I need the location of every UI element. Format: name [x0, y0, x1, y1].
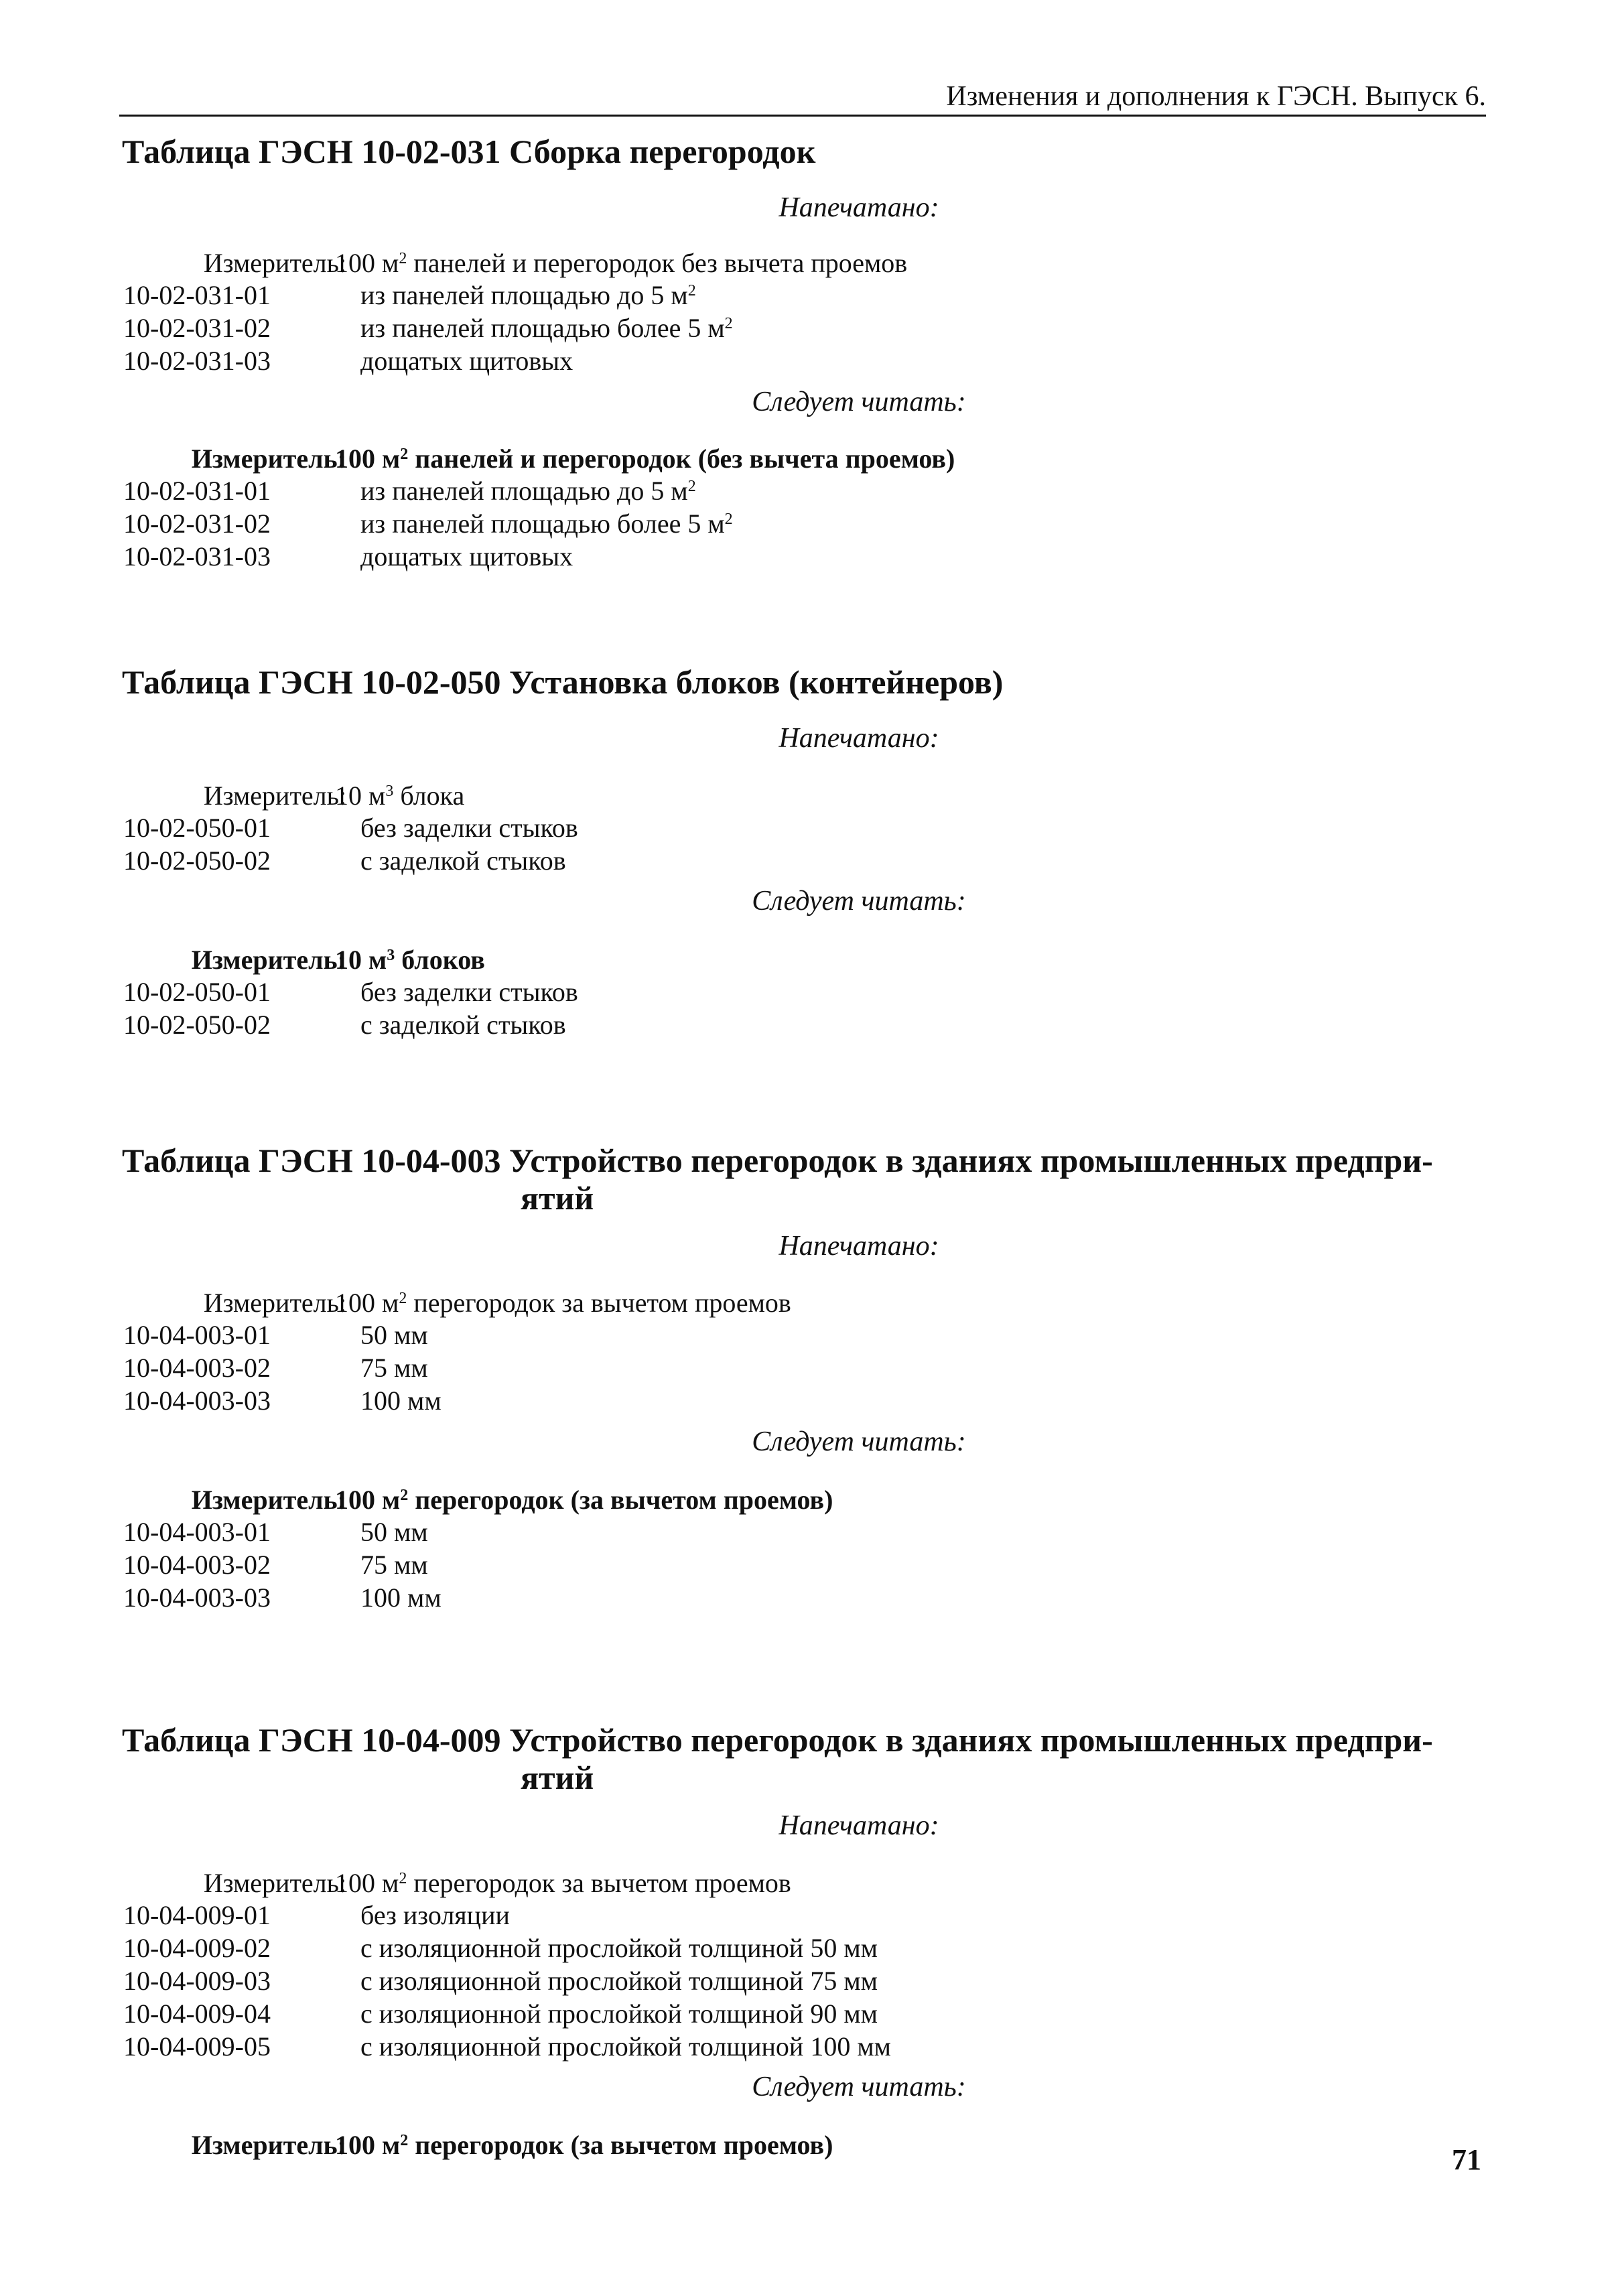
item-description	[360, 1008, 566, 1041]
section-title-line: Таблица ГЭСН 10-02-050 Установка блоков (контейнеров)	[122, 663, 1004, 701]
item-description	[360, 1932, 878, 1964]
measure-unit-exponent: 2	[400, 2131, 409, 2149]
item-description-text: 50 мм	[360, 1320, 428, 1350]
measure-unit: 10 м	[335, 781, 386, 811]
item-code: 10-02-031-02	[123, 509, 271, 539]
table-row	[0, 1932, 1624, 1964]
item-description-text: 100 мм	[360, 1582, 442, 1613]
item-description	[360, 312, 733, 344]
item-description	[360, 1581, 442, 1614]
item-code: 10-02-031-02	[123, 313, 271, 343]
should-read-heading: Следует читать:	[752, 886, 966, 917]
table-row	[0, 312, 1624, 344]
table-row	[0, 1899, 1624, 1932]
unit-exponent: 2	[687, 281, 696, 299]
measure-label: Измеритель:	[203, 248, 346, 278]
measure-value	[335, 1286, 791, 1319]
item-description-text: без заделки стыков	[360, 813, 578, 843]
item-description	[360, 975, 578, 1008]
measure-text: блоков	[395, 945, 485, 975]
item-code: 10-02-031-03	[123, 541, 271, 571]
item-code: 10-02-031-03	[123, 346, 271, 376]
item-description-text: 50 мм	[360, 1517, 428, 1547]
item-description-text: с заделкой стыков	[360, 1010, 566, 1040]
item-description-text: с изоляционной прослойкой толщиной 90 мм	[360, 1999, 878, 2029]
item-code: 10-04-003-01	[123, 1320, 271, 1350]
item-description-text: с изоляционной прослойкой толщиной 75 мм	[360, 1966, 878, 1996]
item-code: 10-04-009-03	[123, 1966, 271, 1996]
item-code: 10-04-009-02	[123, 1933, 271, 1963]
section-title	[122, 133, 1475, 170]
header-rule	[119, 115, 1486, 117]
should-read-heading: Следует читать:	[752, 387, 966, 417]
item-description	[360, 540, 573, 573]
measure-unit: 100 м	[335, 248, 399, 278]
printed-measure-row	[0, 779, 1624, 812]
section-title	[122, 663, 1475, 701]
measure-value	[335, 1483, 833, 1516]
printed-measure-row	[0, 1286, 1624, 1319]
table-row	[0, 1515, 1624, 1548]
item-description	[360, 844, 566, 877]
printed-heading: Напечатано:	[779, 1810, 939, 1841]
item-code: 10-02-050-02	[123, 1010, 271, 1040]
read-measure-row	[0, 2129, 1624, 2161]
unit-exponent: 2	[724, 314, 733, 332]
item-description	[360, 344, 573, 377]
item-description-text: с заделкой стыков	[360, 846, 566, 876]
item-description-text: без изоляции	[360, 1900, 510, 1930]
item-description	[360, 1548, 428, 1581]
measure-label: Измеритель:	[203, 1288, 346, 1318]
measure-unit-exponent: 2	[399, 1869, 407, 1887]
item-description-text: из панелей площадью до 5 м	[360, 280, 688, 310]
item-description	[360, 474, 696, 507]
item-description	[360, 1384, 442, 1417]
measure-unit: 100 м	[335, 1485, 401, 1515]
measure-unit-exponent: 2	[399, 1289, 407, 1307]
measure-value	[335, 943, 485, 976]
item-code: 10-04-009-01	[123, 1900, 271, 1930]
item-description-text: из панелей площадью более 5 м	[360, 509, 725, 539]
measure-text: перегородок (за вычетом проемов)	[408, 1485, 833, 1515]
item-code: 10-02-050-01	[123, 977, 271, 1007]
read-measure-row	[0, 1483, 1624, 1516]
item-description-text: из панелей площадью более 5 м	[360, 313, 725, 343]
measure-value	[335, 442, 955, 475]
item-code: 10-02-031-01	[123, 280, 271, 310]
item-code: 10-04-003-02	[123, 1550, 271, 1580]
item-description	[360, 811, 578, 844]
table-row	[0, 2030, 1624, 2063]
section-title-continuation: ятий	[521, 1759, 594, 1796]
measure-value	[335, 247, 907, 279]
measure-label: Измеритель:	[203, 1868, 346, 1898]
measure-text: панелей и перегородок без вычета проемов	[407, 248, 908, 278]
table-row	[0, 1319, 1624, 1351]
read-measure-row	[0, 943, 1624, 976]
table-row	[0, 1008, 1624, 1041]
section-title-line: Таблица ГЭСН 10-02-031 Сборка перегородок	[122, 133, 816, 170]
measure-label: Измеритель:	[191, 1485, 346, 1515]
item-description	[360, 2030, 891, 2063]
item-description-text: 100 мм	[360, 1386, 442, 1416]
item-code: 10-02-050-02	[123, 846, 271, 876]
table-row	[0, 279, 1624, 312]
table-row	[0, 1548, 1624, 1581]
measure-label: Измеритель:	[191, 444, 346, 474]
measure-unit-exponent: 2	[400, 1486, 409, 1504]
running-head: Изменения и дополнения к ГЭСН. Выпуск 6.	[946, 81, 1486, 112]
table-row	[0, 1351, 1624, 1384]
measure-unit: 100 м	[335, 444, 401, 474]
item-description	[360, 279, 696, 312]
item-description-text: с изоляционной прослойкой толщиной 100 мм	[360, 2031, 891, 2062]
should-read-heading: Следует читать:	[752, 1426, 966, 1457]
measure-unit: 100 м	[335, 2130, 401, 2160]
unit-exponent: 2	[687, 477, 696, 495]
measure-text: блока	[393, 781, 465, 811]
item-description	[360, 1899, 510, 1932]
printed-heading: Напечатано:	[779, 1231, 939, 1262]
measure-unit: 10 м	[335, 945, 387, 975]
measure-unit-exponent: 3	[387, 946, 395, 964]
section-title-line: Таблица ГЭСН 10-04-009 Устройство перегородок в зданиях промышленных предпри-	[122, 1721, 1433, 1759]
measure-text: панелей и перегородок (без вычета проемов)	[408, 444, 955, 474]
item-code: 10-04-009-04	[123, 1999, 271, 2029]
measure-value	[335, 1867, 791, 1899]
item-description-text: из панелей площадью до 5 м	[360, 476, 688, 506]
table-row	[0, 844, 1624, 877]
table-row	[0, 344, 1624, 377]
printed-measure-row	[0, 247, 1624, 279]
table-row	[0, 540, 1624, 573]
measure-text: перегородок за вычетом проемов	[407, 1288, 791, 1318]
item-code: 10-04-003-03	[123, 1386, 271, 1416]
table-row	[0, 1384, 1624, 1417]
item-description-text: дощатых щитовых	[360, 346, 573, 376]
section-title-line: Таблица ГЭСН 10-04-003 Устройство перегородок в зданиях промышленных предпри-	[122, 1142, 1433, 1179]
table-row	[0, 811, 1624, 844]
measure-value	[335, 2129, 833, 2161]
item-code: 10-04-003-02	[123, 1353, 271, 1383]
page-number: 71	[1452, 2143, 1481, 2176]
item-description-text: 75 мм	[360, 1353, 428, 1383]
measure-text: перегородок (за вычетом проемов)	[408, 2130, 833, 2160]
printed-measure-row	[0, 1867, 1624, 1899]
measure-unit-exponent: 2	[399, 249, 407, 267]
item-description-text: дощатых щитовых	[360, 541, 573, 571]
item-description	[360, 1319, 428, 1351]
printed-heading: Напечатано:	[779, 723, 939, 754]
table-row	[0, 1964, 1624, 1997]
section-title	[122, 1142, 1475, 1217]
item-code: 10-04-003-03	[123, 1582, 271, 1613]
measure-value	[335, 779, 464, 812]
item-code: 10-02-050-01	[123, 813, 271, 843]
measure-label: Измеритель:	[191, 2130, 346, 2160]
item-description	[360, 1997, 878, 2030]
item-description-text: 75 мм	[360, 1550, 428, 1580]
item-description	[360, 1515, 428, 1548]
item-code: 10-04-003-01	[123, 1517, 271, 1547]
table-row	[0, 975, 1624, 1008]
measure-label: Измеритель:	[203, 781, 346, 811]
item-description-text: с изоляционной прослойкой толщиной 50 мм	[360, 1933, 878, 1963]
item-description	[360, 507, 733, 540]
measure-label: Измеритель:	[191, 945, 346, 975]
item-description	[360, 1964, 878, 1997]
measure-unit: 100 м	[335, 1288, 399, 1318]
table-row	[0, 474, 1624, 507]
read-measure-row	[0, 442, 1624, 475]
item-description-text: без заделки стыков	[360, 977, 578, 1007]
section-title	[122, 1721, 1475, 1796]
printed-heading: Напечатано:	[779, 192, 939, 223]
table-row	[0, 507, 1624, 540]
section-title-continuation: ятий	[521, 1179, 594, 1217]
measure-unit-exponent: 2	[400, 445, 409, 463]
measure-unit-exponent: 3	[385, 782, 394, 800]
table-row	[0, 1581, 1624, 1614]
item-description	[360, 1351, 428, 1384]
should-read-heading: Следует читать:	[752, 2072, 966, 2102]
unit-exponent: 2	[724, 510, 733, 528]
item-code: 10-04-009-05	[123, 2031, 271, 2062]
measure-text: перегородок за вычетом проемов	[407, 1868, 791, 1898]
table-row	[0, 1997, 1624, 2030]
measure-unit: 100 м	[335, 1868, 399, 1898]
item-code: 10-02-031-01	[123, 476, 271, 506]
